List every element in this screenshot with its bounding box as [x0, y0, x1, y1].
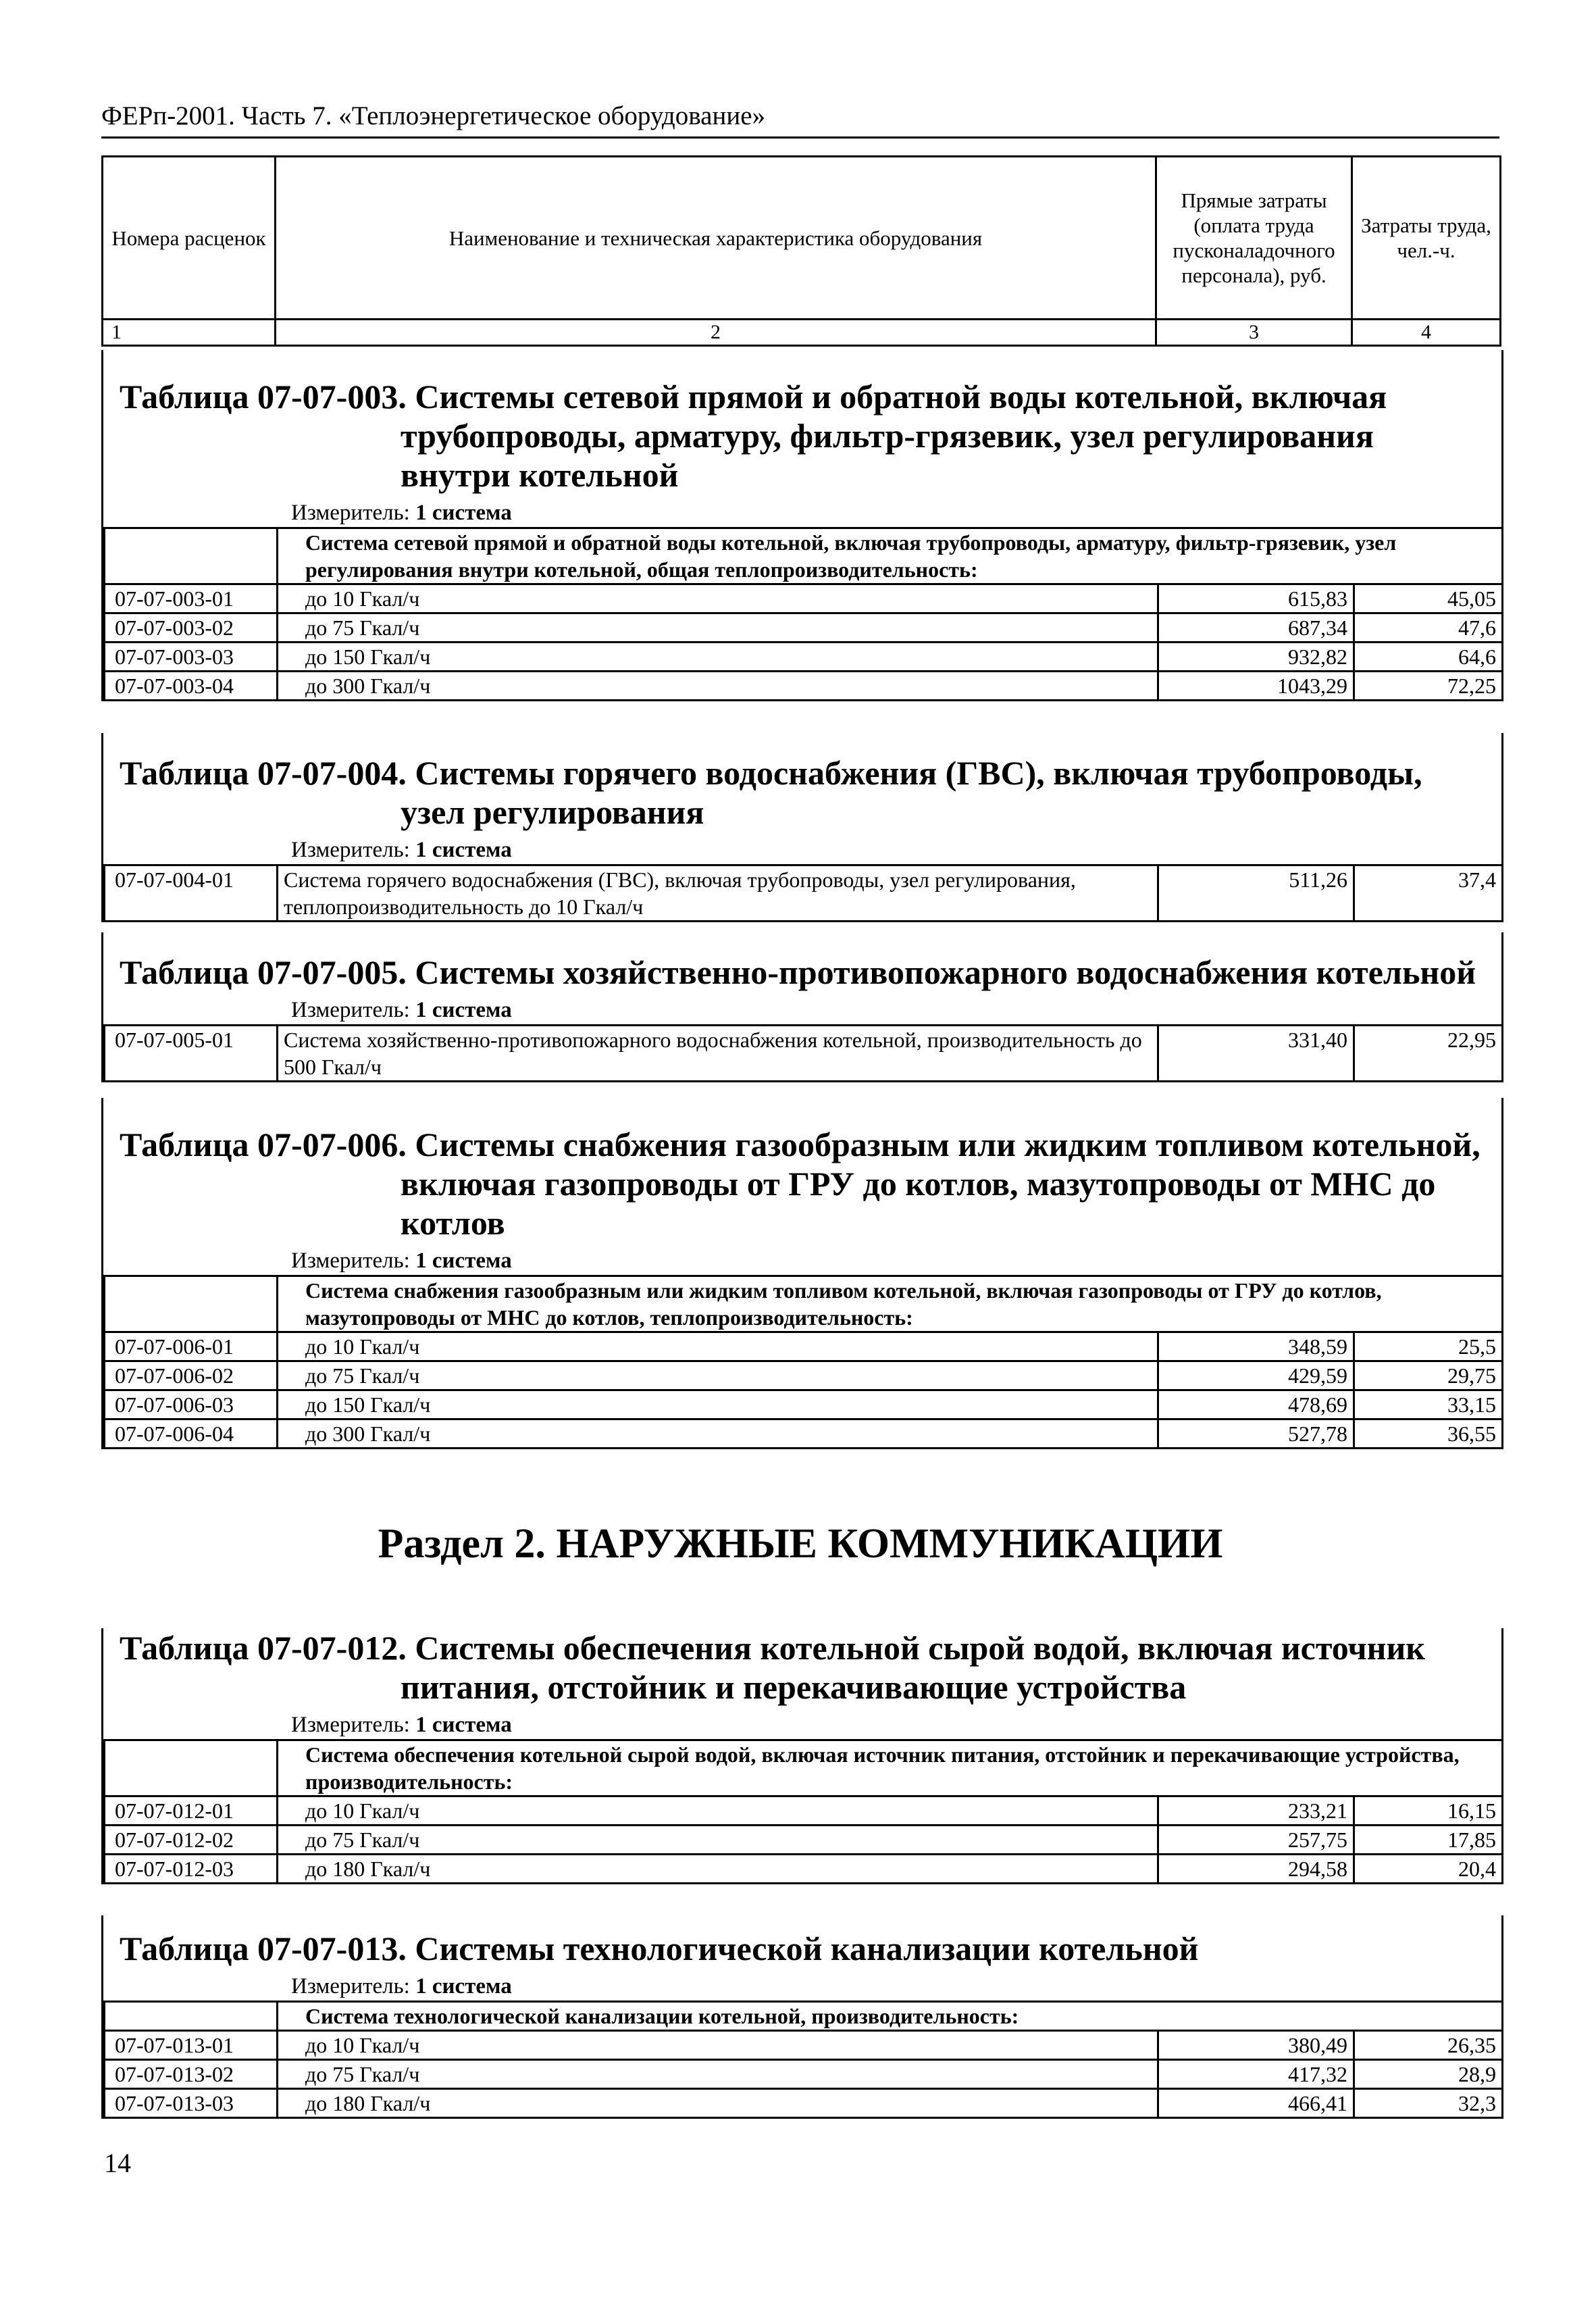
direct-cost: 257,75 [1158, 1826, 1354, 1855]
group-description: Система обеспечения котельной сырой водой, включая источник питания, отстойник и перекачивающие устройства, производительность: [278, 1740, 1503, 1796]
table-row [105, 1826, 1503, 1855]
direct-cost: 380,49 [1158, 2031, 1354, 2060]
rate-description: до 10 Гкал/ч [278, 1796, 1158, 1826]
rate-description: до 150 Гкал/ч [278, 643, 1158, 672]
rate-description: до 180 Гкал/ч [278, 2089, 1158, 2118]
labor-cost: 16,15 [1354, 1796, 1503, 1826]
table-row [105, 2089, 1503, 2118]
direct-cost: 527,78 [1158, 1419, 1354, 1449]
rate-code: 07-07-006-03 [105, 1390, 278, 1419]
unit-line: Измеритель: 1 система [291, 1249, 512, 1273]
col-number-1: 1 [103, 320, 276, 346]
rate-code: 07-07-003-02 [105, 613, 278, 643]
group-code-cell [105, 1276, 278, 1332]
rate-description: Система горячего водоснабжения (ГВС), включая трубопроводы, узел регулирования, теплопроизводительность до 10 Гкал/ч [278, 865, 1158, 922]
table-row [105, 1796, 1503, 1826]
labor-cost: 26,35 [1354, 2031, 1503, 2060]
rate-description: до 180 Гкал/ч [278, 1855, 1158, 1884]
table-row [105, 865, 1503, 922]
labor-cost: 36,55 [1354, 1419, 1503, 1449]
labor-cost: 25,5 [1354, 1332, 1503, 1361]
table-row [105, 643, 1503, 672]
col-header-direct-costs: Прямые затраты (оплата труда пусконаладочного персонала), руб. [1156, 157, 1352, 320]
labor-cost: 32,3 [1354, 2089, 1503, 2118]
rate-description: до 10 Гкал/ч [278, 1332, 1158, 1361]
rate-code: 07-07-003-01 [105, 584, 278, 613]
rate-description: до 10 Гкал/ч [278, 2031, 1158, 2060]
table-row [105, 584, 1503, 613]
group-description: Система технологической канализации котельной, производительность: [278, 2002, 1503, 2031]
rate-code: 07-07-012-03 [105, 1855, 278, 1884]
labor-cost: 20,4 [1354, 1855, 1503, 1884]
table-07-07-012 [101, 1628, 1503, 1884]
unit-line: Измеритель: 1 система [291, 998, 512, 1022]
direct-cost: 233,21 [1158, 1796, 1354, 1826]
rate-code: 07-07-013-01 [105, 2031, 278, 2060]
rate-code: 07-07-012-02 [105, 1826, 278, 1855]
table-row [105, 672, 1503, 701]
labor-cost: 45,05 [1354, 584, 1503, 613]
labor-cost: 37,4 [1354, 865, 1503, 922]
rate-description: до 75 Гкал/ч [278, 2060, 1158, 2089]
rate-description: до 75 Гкал/ч [278, 1361, 1158, 1390]
direct-cost: 478,69 [1158, 1390, 1354, 1419]
col-header-labor: Затраты труда, чел.-ч. [1352, 157, 1501, 320]
direct-cost: 417,32 [1158, 2060, 1354, 2089]
labor-cost: 47,6 [1354, 613, 1503, 643]
table-title: Таблица 07-07-003. Системы сетевой прямой и обратной воды котельной, включая трубопроводы, арматуру, фильтр-грязевик, узел регулирования внутри котельной [120, 378, 1387, 494]
table-row [105, 613, 1503, 643]
table-07-07-003 [101, 350, 1503, 701]
table-07-07-004 [101, 733, 1503, 922]
table-07-07-013 [101, 1915, 1503, 2119]
rate-code: 07-07-012-01 [105, 1796, 278, 1826]
labor-cost: 17,85 [1354, 1826, 1503, 1855]
rate-description: Система хозяйственно-противопожарного водоснабжения котельной, производительность до 500 Гкал/ч [278, 1026, 1158, 1082]
direct-cost: 466,41 [1158, 2089, 1354, 2118]
running-header: ФЕРп-2001. Часть 7. «Теплоэнергетическое оборудование» [101, 100, 1499, 139]
labor-cost: 29,75 [1354, 1361, 1503, 1390]
table-title: Таблица 07-07-013. Системы технологической канализации котельной [120, 1930, 1199, 1967]
direct-cost: 687,34 [1158, 613, 1354, 643]
direct-cost: 331,40 [1158, 1026, 1354, 1082]
col-number-4: 4 [1352, 320, 1501, 346]
rate-description: до 75 Гкал/ч [278, 613, 1158, 643]
table-row [105, 2031, 1503, 2060]
rate-code: 07-07-003-03 [105, 643, 278, 672]
table-row [105, 1332, 1503, 1361]
col-header-codes: Номера расценок [103, 157, 276, 320]
group-description: Система снабжения газообразным или жидким топливом котельной, включая газопроводы от ГРУ до котлов, мазутопроводы от МНС до котлов, теплопроизводительность: [278, 1276, 1503, 1332]
table-row [105, 1390, 1503, 1419]
col-header-name: Наименование и техническая характеристика оборудования [276, 157, 1156, 320]
rate-description: до 300 Гкал/ч [278, 672, 1158, 701]
group-code-cell [105, 1740, 278, 1796]
rate-code: 07-07-013-03 [105, 2089, 278, 2118]
table-07-07-005 [101, 932, 1503, 1082]
direct-cost: 1043,29 [1158, 672, 1354, 701]
group-description: Система сетевой прямой и обратной воды котельной, включая трубопроводы, арматуру, фильтр-грязевик, узел регулирования внутри котельной, общая теплопроизводительность: [278, 528, 1503, 584]
unit-line: Измеритель: 1 система [291, 1713, 512, 1737]
table-title: Таблица 07-07-005. Системы хозяйственно-противопожарного водоснабжения котельной [120, 953, 1476, 991]
rate-code: 07-07-013-02 [105, 2060, 278, 2089]
direct-cost: 511,26 [1158, 865, 1354, 922]
direct-cost: 615,83 [1158, 584, 1354, 613]
rate-code: 07-07-004-01 [105, 865, 278, 922]
direct-cost: 429,59 [1158, 1361, 1354, 1390]
unit-line: Измеритель: 1 система [291, 1974, 512, 1998]
direct-cost: 348,59 [1158, 1332, 1354, 1361]
direct-cost: 294,58 [1158, 1855, 1354, 1884]
table-row [105, 1419, 1503, 1449]
table-row [105, 1361, 1503, 1390]
labor-cost: 33,15 [1354, 1390, 1503, 1419]
labor-cost: 64,6 [1354, 643, 1503, 672]
rate-code: 07-07-005-01 [105, 1026, 278, 1082]
table-title: Таблица 07-07-006. Системы снабжения газообразным или жидким топливом котельной, включая газопроводы от ГРУ до котлов, мазутопроводы от МНС до котлов [120, 1126, 1481, 1242]
rate-description: до 300 Гкал/ч [278, 1419, 1158, 1449]
group-code-cell [105, 2002, 278, 2031]
rate-description: до 150 Гкал/ч [278, 1390, 1158, 1419]
col-number-3: 3 [1156, 320, 1352, 346]
table-row [105, 1855, 1503, 1884]
column-header-table [101, 155, 1499, 347]
labor-cost: 22,95 [1354, 1026, 1503, 1082]
unit-line: Измеритель: 1 система [291, 501, 512, 525]
group-code-cell [105, 528, 278, 584]
rate-code: 07-07-006-01 [105, 1332, 278, 1361]
col-number-2: 2 [276, 320, 1156, 346]
table-title: Таблица 07-07-004. Системы горячего водоснабжения (ГВС), включая трубопроводы, узел регулирования [120, 754, 1422, 831]
page-number: 14 [104, 2148, 131, 2178]
labor-cost: 72,25 [1354, 672, 1503, 701]
unit-line: Измеритель: 1 система [291, 838, 512, 862]
rate-code: 07-07-006-02 [105, 1361, 278, 1390]
rate-description: до 75 Гкал/ч [278, 1826, 1158, 1855]
direct-cost: 932,82 [1158, 643, 1354, 672]
table-row [105, 1026, 1503, 1082]
table-07-07-006 [101, 1098, 1503, 1449]
table-title: Таблица 07-07-012. Системы обеспечения котельной сырой водой, включая источник питания, отстойник и перекачивающие устройства [120, 1629, 1426, 1706]
rate-code: 07-07-003-04 [105, 672, 278, 701]
table-row [105, 2060, 1503, 2089]
labor-cost: 28,9 [1354, 2060, 1503, 2089]
rate-description: до 10 Гкал/ч [278, 584, 1158, 613]
section-heading: Раздел 2. НАРУЖНЫЕ КОММУНИКАЦИИ [378, 1521, 1223, 1567]
rate-code: 07-07-006-04 [105, 1419, 278, 1449]
